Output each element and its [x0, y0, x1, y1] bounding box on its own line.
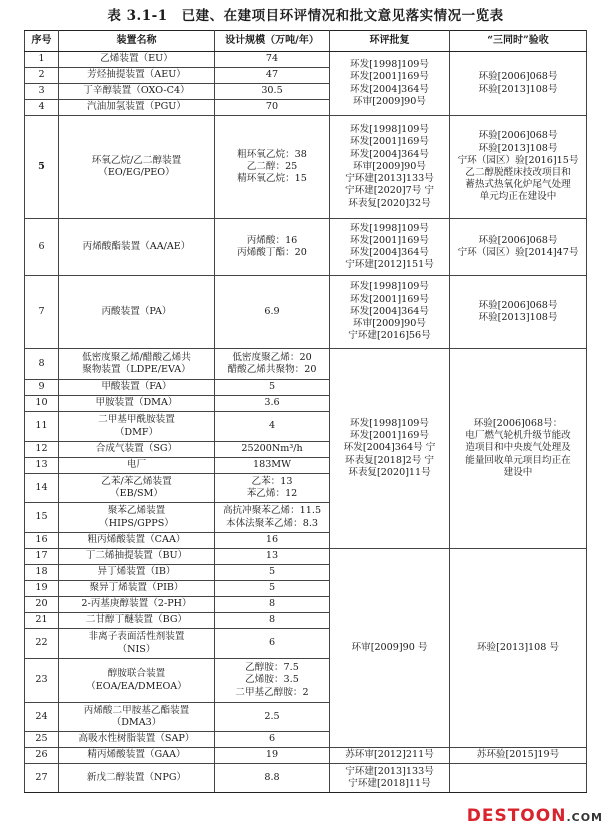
header-capacity: 设计规模（万吨/年）	[215, 31, 330, 52]
cell-name: 高吸水性树脂装置（SAP）	[59, 732, 215, 748]
cell-acceptance: 环验[2006]068号 环验[2013]108号	[450, 276, 587, 349]
table-row	[25, 764, 587, 793]
cell-no: 2	[25, 68, 59, 84]
cell-capacity: 8	[215, 613, 330, 629]
cell-name: 丙酸装置（PA）	[59, 276, 215, 349]
cell-no: 26	[25, 748, 59, 764]
cell-no: 25	[25, 732, 59, 748]
header-row	[25, 31, 587, 52]
header-acceptance: “三同时”验收	[450, 31, 587, 52]
cell-no: 6	[25, 219, 59, 276]
cell-name: 丙烯酸酯装置（AA/AE）	[59, 219, 215, 276]
cell-name: 甲酸装置（FA）	[59, 380, 215, 396]
cell-no: 21	[25, 613, 59, 629]
cell-capacity: 2.5	[215, 703, 330, 732]
cell-name: 非离子表面活性剂装置 （NIS）	[59, 629, 215, 659]
cell-acceptance	[450, 764, 587, 793]
cell-approval: 环发[1998]109号 环发[2001]169号 环发[2004]364号 环审[2009]90号 宁环建[2016]56号	[330, 276, 450, 349]
cell-approval: 宁环建[2013]133号 宁环建[2018]11号	[330, 764, 450, 793]
header-name: 装置名称	[59, 31, 215, 52]
cell-name: 汽油加氢装置（PGU）	[59, 100, 215, 116]
table-title: 表 3.1-1 已建、在建项目环评情况和批文意见落实情况一览表	[107, 8, 504, 24]
cell-no: 18	[25, 565, 59, 581]
cell-name: 芳烃抽提装置（AEU）	[59, 68, 215, 84]
cell-name: 低密度聚乙烯/醋酸乙烯共 聚物装置（LDPE/EVA）	[59, 349, 215, 380]
table-row	[25, 349, 587, 380]
cell-acceptance: 环验[2013]108 号	[450, 549, 587, 748]
table-row	[25, 748, 587, 764]
header-approval: 环评批复	[330, 31, 450, 52]
cell-capacity: 3.6	[215, 396, 330, 412]
table-row	[25, 276, 587, 349]
cell-no: 7	[25, 276, 59, 349]
cell-acceptance: 环验[2006]068号 环验[2013]108号 宁环（园区）验[2016]15号 乙二醇脱醛床技改项目和 蓄热式热氧化炉尾气处理 单元均正在建设中	[450, 116, 587, 219]
cell-name: 2-丙基庚醇装置（2-PH）	[59, 597, 215, 613]
cell-capacity: 8.8	[215, 764, 330, 793]
cell-name: 环氧乙烷/乙二醇装置 （EO/EG/PEO）	[59, 116, 215, 219]
cell-no: 13	[25, 458, 59, 474]
cell-capacity: 5	[215, 581, 330, 597]
project-table	[24, 30, 587, 793]
table-row	[25, 116, 587, 219]
cell-no: 3	[25, 84, 59, 100]
cell-no: 1	[25, 52, 59, 68]
cell-name: 聚异丁烯装置（PIB）	[59, 581, 215, 597]
cell-name: 精丙烯酸装置（GAA）	[59, 748, 215, 764]
cell-approval: 环发[1998]109号 环发[2001]169号 环发[2004]364号 宁 环表复[2018]2号 宁 环表复[2020]11号	[330, 349, 450, 549]
cell-capacity: 丙烯酸：16 丙烯酸丁酯：20	[215, 219, 330, 276]
cell-no: 11	[25, 412, 59, 442]
cell-name: 乙苯/苯乙烯装置 （EB/SM）	[59, 474, 215, 503]
cell-capacity: 47	[215, 68, 330, 84]
cell-no: 15	[25, 503, 59, 533]
cell-capacity: 乙苯：13 苯乙烯：12	[215, 474, 330, 503]
watermark-brand: DESTOON	[466, 806, 567, 826]
cell-capacity: 乙醇胺：7.5 乙烯胺：3.5 二甲基乙醇胺：2	[215, 659, 330, 703]
cell-name: 合成气装置（SG）	[59, 442, 215, 458]
cell-approval: 环发[1998]109号 环发[2001]169号 环发[2004]364号 环审[2009]90号 宁环建[2013]133号 宁环建[2020]7号 宁 环表复[2020]32号	[330, 116, 450, 219]
cell-name: 丁辛醇装置（OXO-C4）	[59, 84, 215, 100]
cell-no: 14	[25, 474, 59, 503]
cell-no: 8	[25, 349, 59, 380]
watermark-suffix: .COM	[566, 811, 603, 824]
cell-approval: 环发[1998]109号 环发[2001]169号 环发[2004]364号 宁环建[2012]151号	[330, 219, 450, 276]
cell-no: 17	[25, 549, 59, 565]
table-row	[25, 219, 587, 276]
cell-capacity: 183MW	[215, 458, 330, 474]
cell-name: 乙烯装置（EU）	[59, 52, 215, 68]
cell-name: 甲胺装置（DMA）	[59, 396, 215, 412]
cell-no: 23	[25, 659, 59, 703]
table-row	[25, 52, 587, 68]
cell-no: 22	[25, 629, 59, 659]
cell-approval: 环发[1998]109号 环发[2001]169号 环发[2004]364号 环审[2009]90号	[330, 52, 450, 116]
cell-no: 9	[25, 380, 59, 396]
cell-capacity: 16	[215, 533, 330, 549]
cell-name: 电厂	[59, 458, 215, 474]
cell-no: 19	[25, 581, 59, 597]
cell-no: 27	[25, 764, 59, 793]
watermark	[467, 806, 603, 826]
cell-no: 12	[25, 442, 59, 458]
cell-name: 新戊二醇装置（NPG）	[59, 764, 215, 793]
cell-acceptance: 苏环验[2015]19号	[450, 748, 587, 764]
cell-name: 粗丙烯酸装置（CAA）	[59, 533, 215, 549]
cell-capacity: 19	[215, 748, 330, 764]
cell-capacity: 6	[215, 629, 330, 659]
cell-acceptance: 环验[2006]068号 环验[2013]108号	[450, 52, 587, 116]
cell-capacity: 低密度聚乙烯：20 醋酸乙烯共聚物：20	[215, 349, 330, 380]
cell-capacity: 13	[215, 549, 330, 565]
cell-capacity: 6.9	[215, 276, 330, 349]
cell-approval: 环审[2009]90 号	[330, 549, 450, 748]
cell-no: 16	[25, 533, 59, 549]
cell-approval: 苏环审[2012]211号	[330, 748, 450, 764]
cell-capacity: 4	[215, 412, 330, 442]
cell-capacity: 70	[215, 100, 330, 116]
cell-capacity: 30.5	[215, 84, 330, 100]
cell-no: 5	[25, 116, 59, 219]
cell-capacity: 高抗冲聚苯乙烯：11.5 本体法聚苯乙烯：8.3	[215, 503, 330, 533]
cell-capacity: 5	[215, 380, 330, 396]
cell-no: 24	[25, 703, 59, 732]
cell-capacity: 8	[215, 597, 330, 613]
cell-no: 10	[25, 396, 59, 412]
cell-capacity: 粗环氧乙烷：38 乙二醇：25 精环氧乙烷：15	[215, 116, 330, 219]
cell-name: 异丁烯装置（IB）	[59, 565, 215, 581]
cell-capacity: 5	[215, 565, 330, 581]
cell-name: 丁二烯抽提装置（BU）	[59, 549, 215, 565]
cell-capacity: 74	[215, 52, 330, 68]
cell-capacity: 6	[215, 732, 330, 748]
header-no: 序号	[25, 31, 59, 52]
cell-name: 二甘醇丁醚装置（BG）	[59, 613, 215, 629]
cell-name: 丙烯酸二甲胺基乙酯装置 （DMA3）	[59, 703, 215, 732]
cell-no: 4	[25, 100, 59, 116]
cell-name: 醇胺联合装置 （EOA/EA/DMEOA）	[59, 659, 215, 703]
cell-acceptance: 环验[2006]068号： 电厂燃气轮机升级节能改 造项目和中央废气处理及 能量回收单元项目均正在 建设中	[450, 349, 587, 549]
cell-name: 二甲基甲酰胺装置 （DMF）	[59, 412, 215, 442]
cell-name: 聚苯乙烯装置 （HIPS/GPPS）	[59, 503, 215, 533]
cell-capacity: 25200Nm³/h	[215, 442, 330, 458]
cell-no: 20	[25, 597, 59, 613]
cell-acceptance: 环验[2006]068号 宁环（园区）验[2014]47号	[450, 219, 587, 276]
table-row	[25, 549, 587, 565]
